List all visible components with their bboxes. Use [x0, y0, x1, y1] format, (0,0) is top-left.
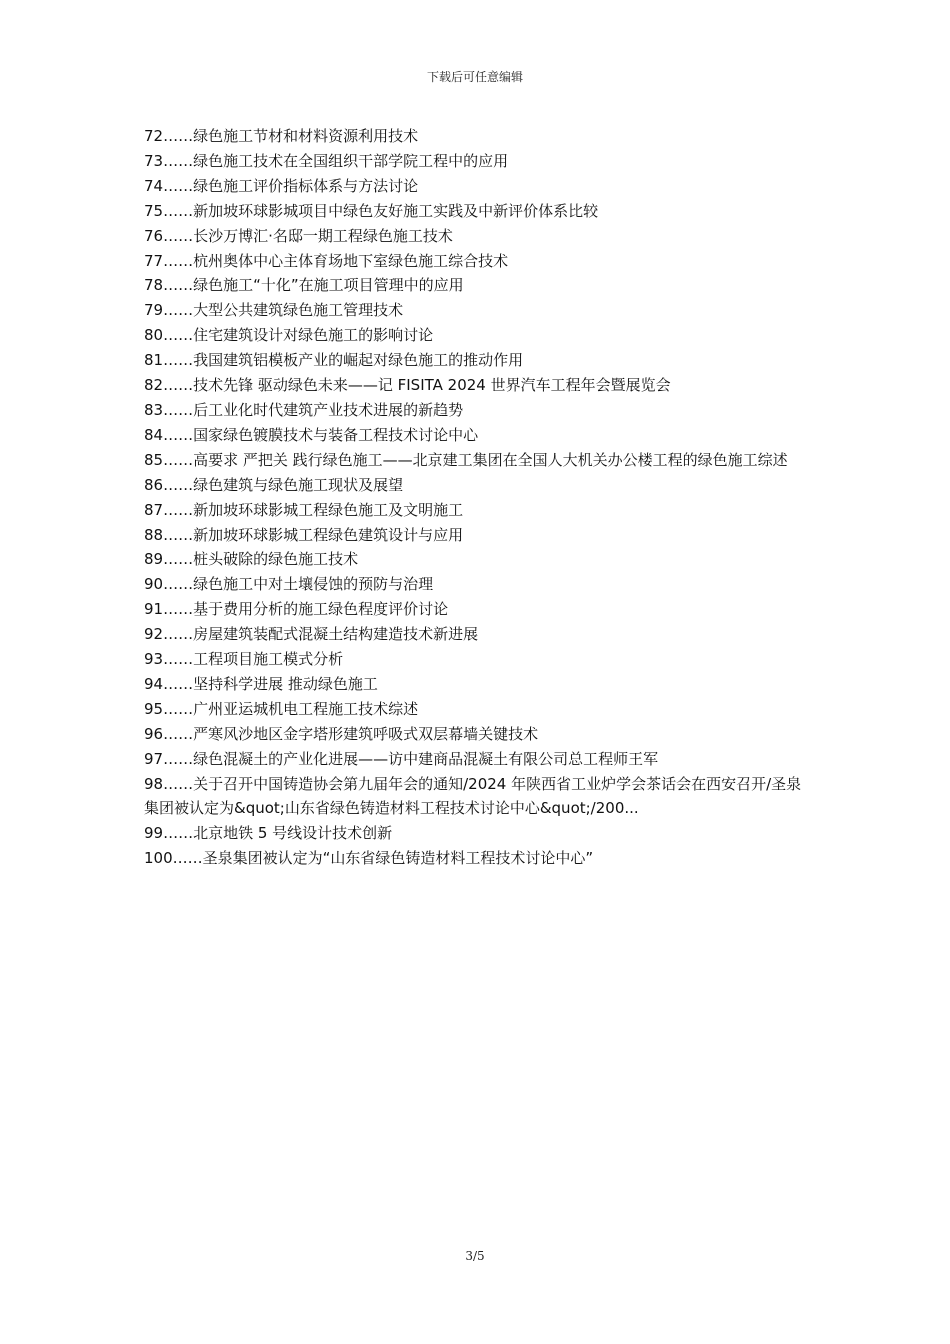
list-item: [144, 224, 812, 249]
list-item: [144, 423, 812, 448]
entry-title: 绿色施工节材和材料资源利用技术: [193, 127, 419, 145]
entry-separator: ……: [163, 376, 194, 395]
entry-number: 87: [144, 500, 164, 519]
entry-number: 86: [144, 475, 164, 494]
entry-number: 93: [144, 650, 164, 669]
entry-separator: ……: [163, 550, 194, 569]
list-item: [144, 722, 812, 747]
entry-number: 96: [144, 724, 164, 743]
entry-title: 技术先锋 驱动绿色未来——记 FISITA 2024 世界汽车工程年会暨展览会: [193, 376, 671, 395]
entry-separator: ……: [163, 774, 194, 793]
entry-title: 国家绿色镀膜技术与装备工程技术讨论中心: [193, 425, 479, 444]
entry-number: 73: [144, 151, 164, 170]
entry-number: 78: [144, 276, 164, 295]
entry-number: 76: [144, 226, 164, 245]
list-item: [144, 149, 812, 174]
list-item: [144, 348, 812, 373]
entry-number: 99: [144, 824, 164, 843]
entry-number: 85: [144, 450, 164, 469]
list-item: [144, 448, 812, 473]
entry-separator: ……: [163, 226, 194, 245]
entry-title: 基于费用分析的施工绿色程度评价讨论: [193, 600, 449, 619]
list-item: [144, 473, 812, 498]
list-item: [144, 273, 812, 298]
list-item: [144, 772, 812, 822]
list-item: [144, 647, 812, 672]
entry-separator: ……: [163, 251, 194, 270]
entry-title: 桩头破除的绿色施工技术: [193, 550, 359, 569]
page-number: 3/5: [465, 1249, 485, 1263]
entry-number: 91: [144, 600, 164, 619]
list-item: [144, 846, 812, 871]
entry-separator: ……: [163, 276, 194, 295]
entry-title: 严寒风沙地区金字塔形建筑呼吸式双层幕墙关键技术: [193, 724, 539, 743]
entry-separator: ……: [163, 301, 194, 320]
entry-title: 住宅建筑设计对绿色施工的影响讨论: [193, 326, 434, 345]
entry-separator: ……: [163, 127, 194, 145]
entry-number: 100: [144, 849, 173, 868]
entry-number: 74: [144, 176, 164, 195]
entry-title: 绿色混凝土的产业化进展——访中建商品混凝土有限公司总工程师王军: [193, 749, 659, 768]
entry-separator: ……: [163, 525, 194, 544]
article-list: [144, 124, 812, 871]
entry-separator: ……: [163, 674, 194, 693]
list-item: [144, 523, 812, 548]
entry-separator: ……: [163, 351, 194, 370]
entry-separator: ……: [163, 500, 194, 519]
entry-number: 75: [144, 201, 164, 220]
entry-title: 大型公共建筑绿色施工管理技术: [193, 301, 404, 320]
entry-title: 绿色建筑与绿色施工现状及展望: [193, 475, 404, 494]
list-item: [144, 498, 812, 523]
entry-number: 72: [144, 127, 164, 145]
entry-number: 97: [144, 749, 164, 768]
list-item: [144, 622, 812, 647]
entry-number: 81: [144, 351, 164, 370]
list-item: [144, 547, 812, 572]
list-item: [144, 747, 812, 772]
entry-title: 圣泉集团被认定为“山东省绿色铸造材料工程技术讨论中心”: [202, 849, 594, 868]
list-item: [144, 672, 812, 697]
list-item: [144, 249, 812, 274]
entry-number: 94: [144, 674, 164, 693]
list-item: [144, 124, 812, 149]
entry-number: 84: [144, 425, 164, 444]
entry-title: 后工业化时代建筑产业技术进展的新趋势: [193, 400, 464, 419]
entry-separator: ……: [163, 699, 194, 718]
entry-title: 坚持科学进展 推动绿色施工: [193, 674, 378, 693]
entry-separator: ……: [163, 450, 194, 469]
entry-title: 绿色施工技术在全国组织干部学院工程中的应用: [193, 151, 509, 170]
entry-separator: ……: [163, 475, 194, 494]
entry-separator: ……: [163, 600, 194, 619]
entry-number: 88: [144, 525, 164, 544]
entry-separator: ……: [163, 425, 194, 444]
page-header: 下载后可任意编辑: [426, 70, 523, 84]
entry-separator: ……: [163, 400, 194, 419]
list-item: [144, 174, 812, 199]
entry-separator: ……: [163, 749, 194, 768]
list-item: [144, 199, 812, 224]
entry-title: 绿色施工“十化”在施工项目管理中的应用: [193, 276, 464, 295]
entry-separator: ……: [172, 849, 203, 868]
entry-separator: ……: [163, 326, 194, 345]
list-item: [144, 697, 812, 722]
entry-number: 77: [144, 251, 164, 270]
entry-separator: ……: [163, 575, 194, 594]
list-item: [144, 597, 812, 622]
entry-title: 工程项目施工模式分析: [193, 650, 344, 669]
entry-title: 广州亚运城机电工程施工技术综述: [193, 699, 419, 718]
list-item: [144, 298, 812, 323]
entry-number: 98: [144, 774, 164, 793]
entry-number: 82: [144, 376, 164, 395]
entry-title: 高要求 严把关 践行绿色施工——北京建工集团在全国人大机关办公楼工程的绿色施工综述: [193, 450, 788, 469]
list-item: [144, 398, 812, 423]
entry-number: 89: [144, 550, 164, 569]
entry-title: 绿色施工中对土壤侵蚀的预防与治理: [193, 575, 434, 594]
entry-title: 长沙万博汇·名邸一期工程绿色施工技术: [193, 226, 453, 245]
list-item: [144, 821, 812, 846]
entry-separator: ……: [163, 176, 194, 195]
entry-separator: ……: [163, 201, 194, 220]
entry-title: 房屋建筑装配式混凝土结构建造技术新进展: [193, 625, 479, 644]
entry-title: 新加坡环球影城工程绿色施工及文明施工: [193, 500, 464, 519]
entry-number: 79: [144, 301, 164, 320]
entry-separator: ……: [163, 151, 194, 170]
entry-number: 80: [144, 326, 164, 345]
list-item: [144, 323, 812, 348]
entry-separator: ……: [163, 625, 194, 644]
entry-separator: ……: [163, 650, 194, 669]
entry-number: 92: [144, 625, 164, 644]
entry-title: 新加坡环球影城项目中绿色友好施工实践及中新评价体系比较: [193, 201, 599, 220]
list-item: [144, 572, 812, 597]
entry-title: 我国建筑铝模板产业的崛起对绿色施工的推动作用: [193, 351, 524, 370]
entry-number: 83: [144, 400, 164, 419]
entry-number: 95: [144, 699, 164, 718]
entry-separator: ……: [163, 824, 194, 843]
list-item: [144, 373, 812, 398]
entry-title: 杭州奥体中心主体育场地下室绿色施工综合技术: [193, 251, 509, 270]
entry-title: 北京地铁 5 号线设计技术创新: [193, 824, 393, 843]
entry-separator: ……: [163, 724, 194, 743]
entry-title: 绿色施工评价指标体系与方法讨论: [193, 176, 419, 195]
entry-number: 90: [144, 575, 164, 594]
entry-title: 关于召开中国铸造协会第九届年会的通知/2024 年陕西省工业炉学会茶话会在西安召开/圣泉集团被认定为&quot;山东省绿色铸造材料工程技术讨论中心&quot;/200...: [144, 774, 802, 818]
entry-title: 新加坡环球影城工程绿色建筑设计与应用: [193, 525, 464, 544]
